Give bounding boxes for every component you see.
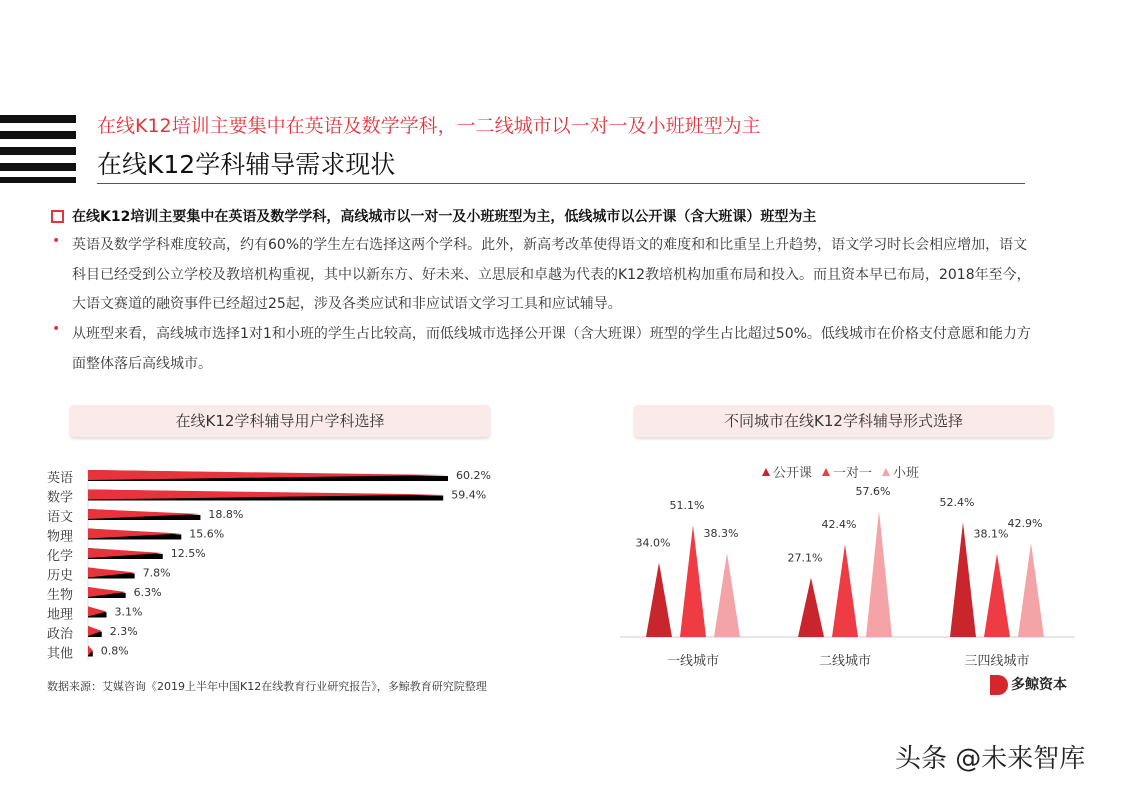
watermark: 头条 @未来智库 [895,744,1086,774]
headline: 在线K12培训主要集中在英语及数学学科，高线城市以一对一及小班班型为主，低线城市以公开课（含大班课）班型为主 [72,209,817,225]
category-label: 化学 [47,549,74,564]
legend-triangle-icon [762,468,770,476]
slide-title: 在线K12学科辅导需求现状 [97,150,396,179]
legend-label: 一对一 [833,466,873,481]
data-source: 数据来源：艾媒咨询《2019上半年中国K12在线教育行业研究报告》，多鲸教育研究院整理 [47,680,487,693]
category-label: 数学 [47,490,74,506]
data-label: 42.9% [1007,517,1043,531]
category-label: 英语 [47,471,74,486]
data-label: 38.3% [703,527,739,541]
bullet-icon: • [52,321,61,337]
category-label: 政治 [47,627,74,642]
category-label: 地理 [47,607,74,623]
data-label: 6.3% [133,586,162,599]
legend-label: 公开课 [773,466,813,481]
triangle-bar [950,522,976,637]
legend-triangle-icon [882,468,890,476]
triangle-bar [714,553,740,637]
data-label: 34.0% [635,536,671,550]
triangle-bar [832,544,858,637]
logo [990,674,1067,695]
legend-label: 小班 [893,466,920,481]
chart1-title: 在线K12学科辅导用户学科选择 [70,405,490,437]
data-label: 51.1% [669,499,705,513]
data-label: 59.4% [451,488,487,502]
legend-triangle-icon [822,468,830,476]
triangle-bar [866,511,892,637]
data-label: 57.6% [855,484,891,498]
data-label: 12.5% [170,547,206,560]
data-label: 60.2% [455,469,491,482]
triangle-bar [1018,543,1044,637]
data-label: 52.4% [939,496,975,510]
logo-text: 多鲸资本 [1011,677,1067,693]
triangle-bar [798,578,824,637]
slide-subtitle: 在线K12培训主要集中在英语及数学学科，一二线城市以一对一及小班班型为主 [97,115,761,137]
data-label: 7.8% [142,566,171,580]
category-label: 一线城市 [666,654,720,669]
triangle-bar [984,554,1010,637]
category-label: 三四线城市 [964,654,1030,669]
triangle-bar [680,525,706,637]
data-label: 3.1% [114,605,143,619]
data-label: 27.1% [787,551,823,565]
bullet-paragraph-1: 英语及数学学科难度较高，约有60%的学生左右选择这两个学科。此外，新高考改革使得语文的难度和和比重呈上升趋势，语文学习时长会相应增加，语文科目已经受到公立学校及教培机构重视，其中以新东方、好未来、立思辰和卓越为代表的K12教培机构加重布局和投入。而且资本早已布局，2018年至今，大语文赛道的融资事件已经超过25起，涉及各类应试和非应试语文学习工具和应试辅导。 [72,237,1031,312]
bullet-icon: • [52,233,61,249]
triangle-bar [646,563,672,637]
data-label: 15.6% [189,527,225,541]
category-label: 历史 [47,568,74,584]
category-label: 其他 [47,646,74,662]
data-label: 42.4% [821,518,857,532]
chart2-title: 不同城市在线K12学科辅导形式选择 [634,405,1053,437]
category-label: 二线城市 [818,654,872,669]
category-label: 生物 [47,588,74,603]
data-label: 2.3% [109,625,138,638]
data-label: 38.1% [973,527,1009,541]
data-label: 18.8% [208,508,244,521]
category-label: 物理 [47,529,74,545]
data-label: 0.8% [100,644,129,658]
logo-mark-icon [990,675,1008,695]
category-label: 语文 [47,510,74,525]
bullet-paragraph-2: 从班型来看，高线城市选择1对1和小班的学生占比较高，而低线城市选择公开课（含大班课）班型的学生占比超过50%。低线城市在价格支付意愿和能力方面整体落后高线城市。 [72,326,1031,372]
